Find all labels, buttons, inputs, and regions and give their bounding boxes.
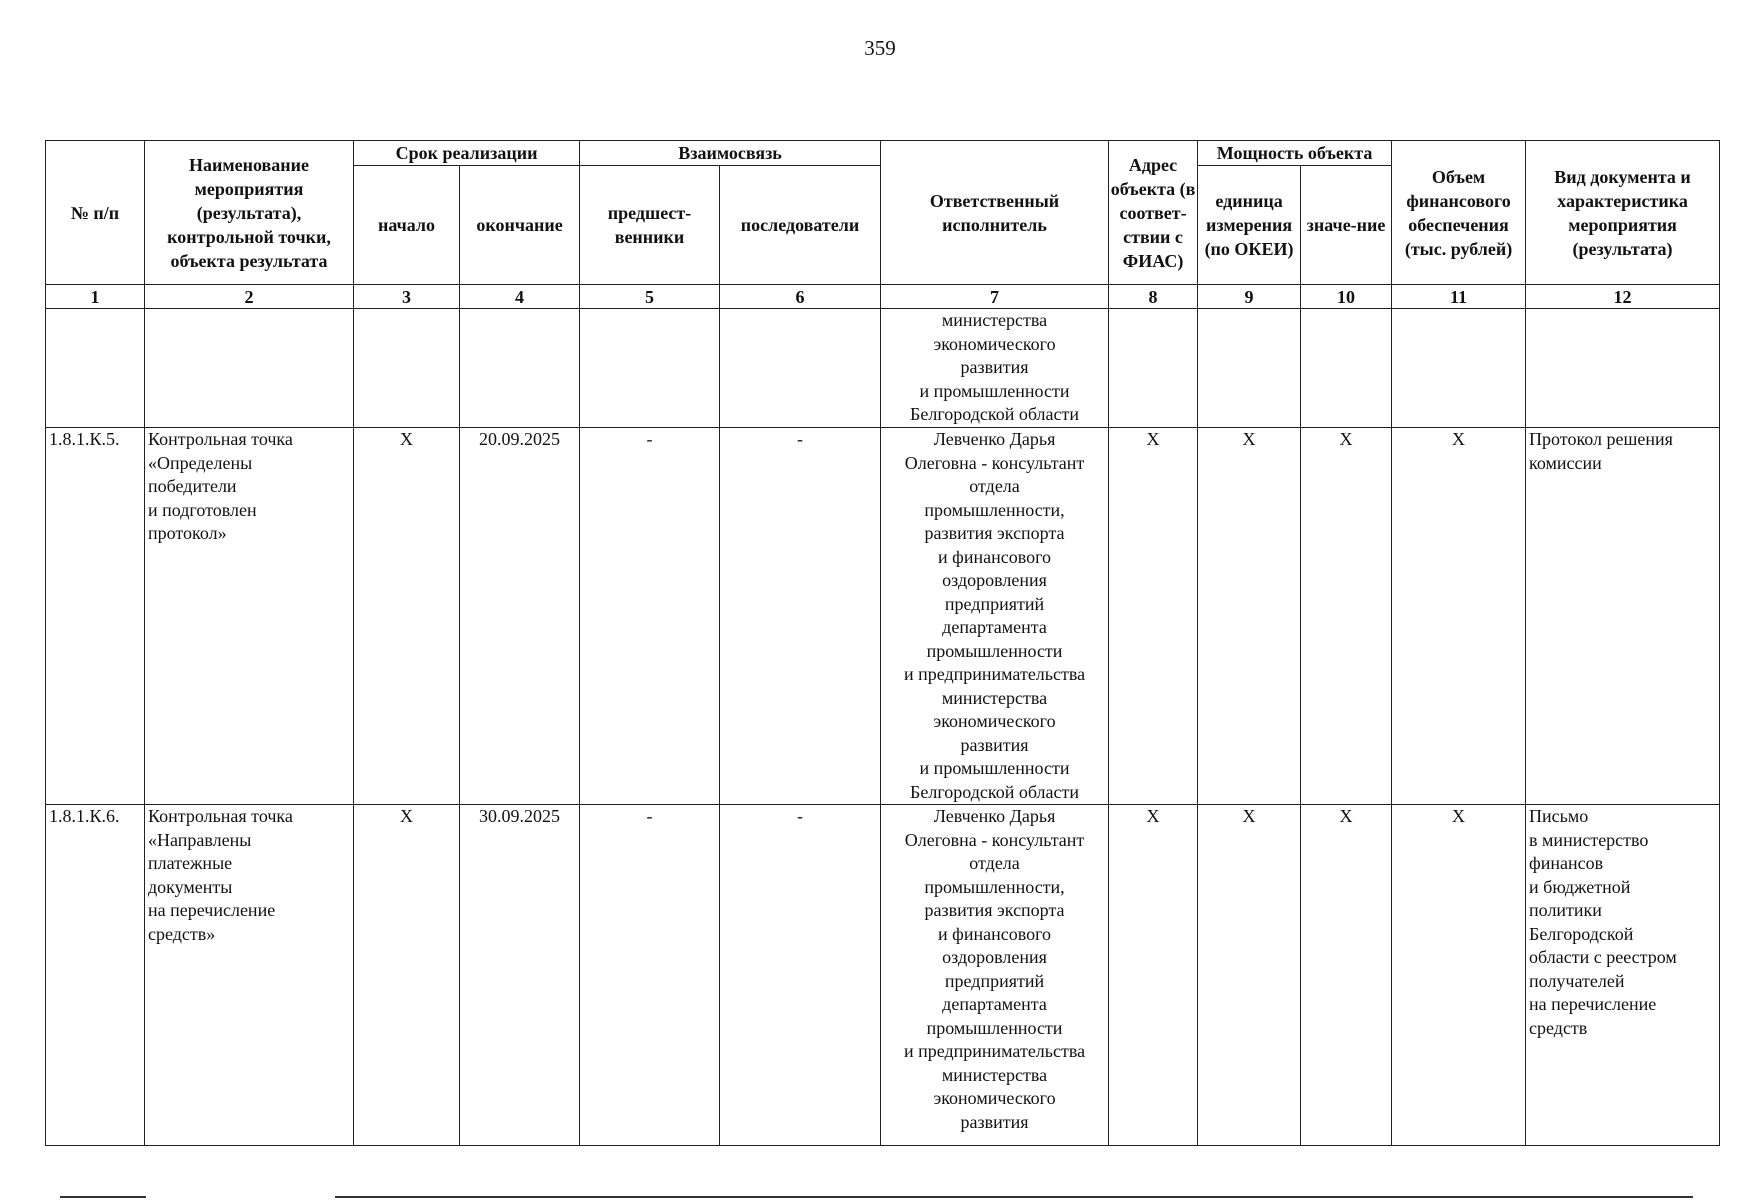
header-value: значе-ние	[1301, 166, 1392, 285]
text-line: министерства	[941, 310, 1048, 330]
cell-predecessors	[580, 309, 720, 428]
text-line: оздоровления	[942, 570, 1047, 590]
text-line: развития экспорта	[924, 523, 1065, 543]
column-number: 10	[1301, 285, 1392, 309]
cell-doc	[1526, 428, 1720, 805]
cell-value: X	[1301, 428, 1392, 805]
text-line: на перечисление	[1529, 994, 1657, 1014]
header-row-1	[46, 141, 1720, 166]
page-number: 359	[864, 36, 896, 60]
text-line: комиссии	[1529, 452, 1602, 473]
text-line: и промышленности	[919, 758, 1070, 778]
text-line: промышленности	[926, 640, 1063, 661]
cell-num	[46, 309, 145, 428]
column-number: 1	[46, 285, 145, 309]
cell-responsible	[881, 805, 1109, 1146]
text-line: области с реестром	[1529, 947, 1677, 967]
text-line: протокол»	[148, 523, 227, 543]
header-name: Наименование мероприятия (результата), контрольной точки, объекта результата	[145, 141, 354, 285]
text-line: документы	[148, 876, 233, 897]
cell-num: 1.8.1.К.6.	[46, 805, 145, 1146]
cell-end	[460, 309, 580, 428]
column-number: 11	[1392, 285, 1526, 309]
text-line: промышленности	[926, 1017, 1063, 1038]
text-line: политики	[1529, 900, 1602, 920]
cell-responsible	[881, 428, 1109, 805]
text-line: экономического	[933, 333, 1056, 354]
text-line: и предпринимательства	[903, 664, 1086, 684]
header-period-end: окончание	[460, 166, 580, 285]
header-doc-type: Вид документа и характеристика мероприятия (результата)	[1526, 141, 1720, 285]
text-line: Письмо	[1529, 806, 1589, 826]
table-row	[46, 805, 1720, 1146]
text-line: предприятий	[944, 593, 1045, 614]
header-successors: последователи	[720, 166, 881, 285]
header-predecessors: предшест-венники	[580, 166, 720, 285]
text-line: экономического	[933, 1088, 1056, 1108]
header-finance: Объем финансового обеспечения (тыс. рублей)	[1392, 141, 1526, 285]
column-number-row	[46, 285, 1720, 309]
text-line: и финансового	[938, 546, 1052, 567]
cell-address: X	[1109, 805, 1198, 1146]
cell-finance: X	[1392, 428, 1526, 805]
column-number: 7	[881, 285, 1109, 309]
text-line: на перечисление	[148, 900, 276, 920]
cell-successors	[720, 309, 881, 428]
text-line: Белгородской области	[910, 781, 1080, 802]
text-line: Левченко Дарья	[933, 806, 1056, 826]
text-line: «Определены	[148, 452, 253, 473]
text-line: Левченко Дарья	[933, 429, 1056, 449]
header-relation: Взаимосвязь	[580, 141, 881, 166]
text-line: развития	[960, 357, 1029, 377]
cell-predecessors: -	[580, 428, 720, 805]
cell-doc	[1526, 805, 1720, 1146]
cell-end: 20.09.2025	[460, 428, 580, 805]
text-line: промышленности,	[924, 499, 1065, 520]
text-line: Белгородской	[1529, 923, 1634, 944]
header-address: Адрес объекта (в соответ-ствии с ФИАС)	[1109, 141, 1198, 285]
text-line: отдела	[969, 476, 1020, 496]
text-line: и предпринимательства	[903, 1041, 1086, 1061]
text-line: финансов	[1529, 853, 1604, 873]
text-line: победители	[148, 476, 237, 496]
text-line: и бюджетной	[1529, 876, 1631, 897]
cell-unit: X	[1198, 428, 1301, 805]
column-number: 6	[720, 285, 881, 309]
column-number: 2	[145, 285, 354, 309]
text-line: министерства	[941, 687, 1048, 708]
column-number: 4	[460, 285, 580, 309]
cell-successors: -	[720, 805, 881, 1146]
column-number: 12	[1526, 285, 1720, 309]
text-line: и подготовлен	[148, 499, 257, 520]
text-line: и финансового	[938, 923, 1052, 944]
column-number: 5	[580, 285, 720, 309]
footer-rule-long	[335, 1196, 1693, 1198]
header-period: Срок реализации	[354, 141, 580, 166]
text-line: отдела	[969, 853, 1020, 873]
cell-num: 1.8.1.К.5.	[46, 428, 145, 805]
column-number: 8	[1109, 285, 1198, 309]
text-line: платежные	[148, 853, 233, 873]
text-line: «Направлены	[148, 829, 252, 850]
cell-name	[145, 805, 354, 1146]
cell-start: X	[354, 428, 460, 805]
cell-start: X	[354, 805, 460, 1146]
cell-doc	[1526, 309, 1720, 428]
text-line: экономического	[933, 711, 1056, 731]
text-line: промышленности,	[924, 876, 1065, 897]
column-number: 9	[1198, 285, 1301, 309]
header-unit: единица измерения (по ОКЕИ)	[1198, 166, 1301, 285]
text-line: министерства	[941, 1064, 1048, 1085]
text-line: оздоровления	[942, 947, 1047, 967]
cell-name	[145, 428, 354, 805]
cell-start	[354, 309, 460, 428]
cell-predecessors: -	[580, 805, 720, 1146]
table-row	[46, 428, 1720, 805]
cell-finance: X	[1392, 805, 1526, 1146]
header-responsible: Ответственный исполнитель	[881, 141, 1109, 285]
cell-successors: -	[720, 428, 881, 805]
cell-value: X	[1301, 805, 1392, 1146]
footer-rule-short	[60, 1196, 146, 1198]
cell-value	[1301, 309, 1392, 428]
text-line: Олеговна - консультант	[904, 829, 1085, 850]
cell-unit	[1198, 309, 1301, 428]
text-line: департамента	[942, 617, 1047, 637]
table-row	[46, 309, 1720, 428]
text-line: Контрольная точка	[148, 806, 293, 826]
cell-address: X	[1109, 428, 1198, 805]
text-line: получателей	[1529, 970, 1625, 991]
cell-responsible	[881, 309, 1109, 428]
header-period-start: начало	[354, 166, 460, 285]
text-line: Контрольная точка	[148, 429, 293, 449]
text-line: Белгородской области	[910, 404, 1080, 424]
cell-unit: X	[1198, 805, 1301, 1146]
text-line: департамента	[942, 994, 1047, 1014]
cell-name	[145, 309, 354, 428]
text-line: развития экспорта	[924, 900, 1065, 920]
text-line: Протокол решения	[1529, 429, 1673, 449]
text-line: развития	[960, 1111, 1029, 1132]
header-capacity: Мощность объекта	[1198, 141, 1392, 166]
text-line: развития	[960, 734, 1029, 755]
text-line: Олеговна - консультант	[904, 452, 1085, 473]
text-line: предприятий	[944, 970, 1045, 991]
cell-end: 30.09.2025	[460, 805, 580, 1146]
text-line: средств»	[148, 923, 216, 944]
activities-table	[45, 140, 1720, 1146]
text-line: в министерство	[1529, 829, 1649, 850]
cell-address	[1109, 309, 1198, 428]
header-num: № п/п	[46, 141, 145, 285]
text-line: средств	[1529, 1017, 1588, 1038]
column-number: 3	[354, 285, 460, 309]
cell-finance	[1392, 309, 1526, 428]
text-line: и промышленности	[919, 380, 1070, 401]
